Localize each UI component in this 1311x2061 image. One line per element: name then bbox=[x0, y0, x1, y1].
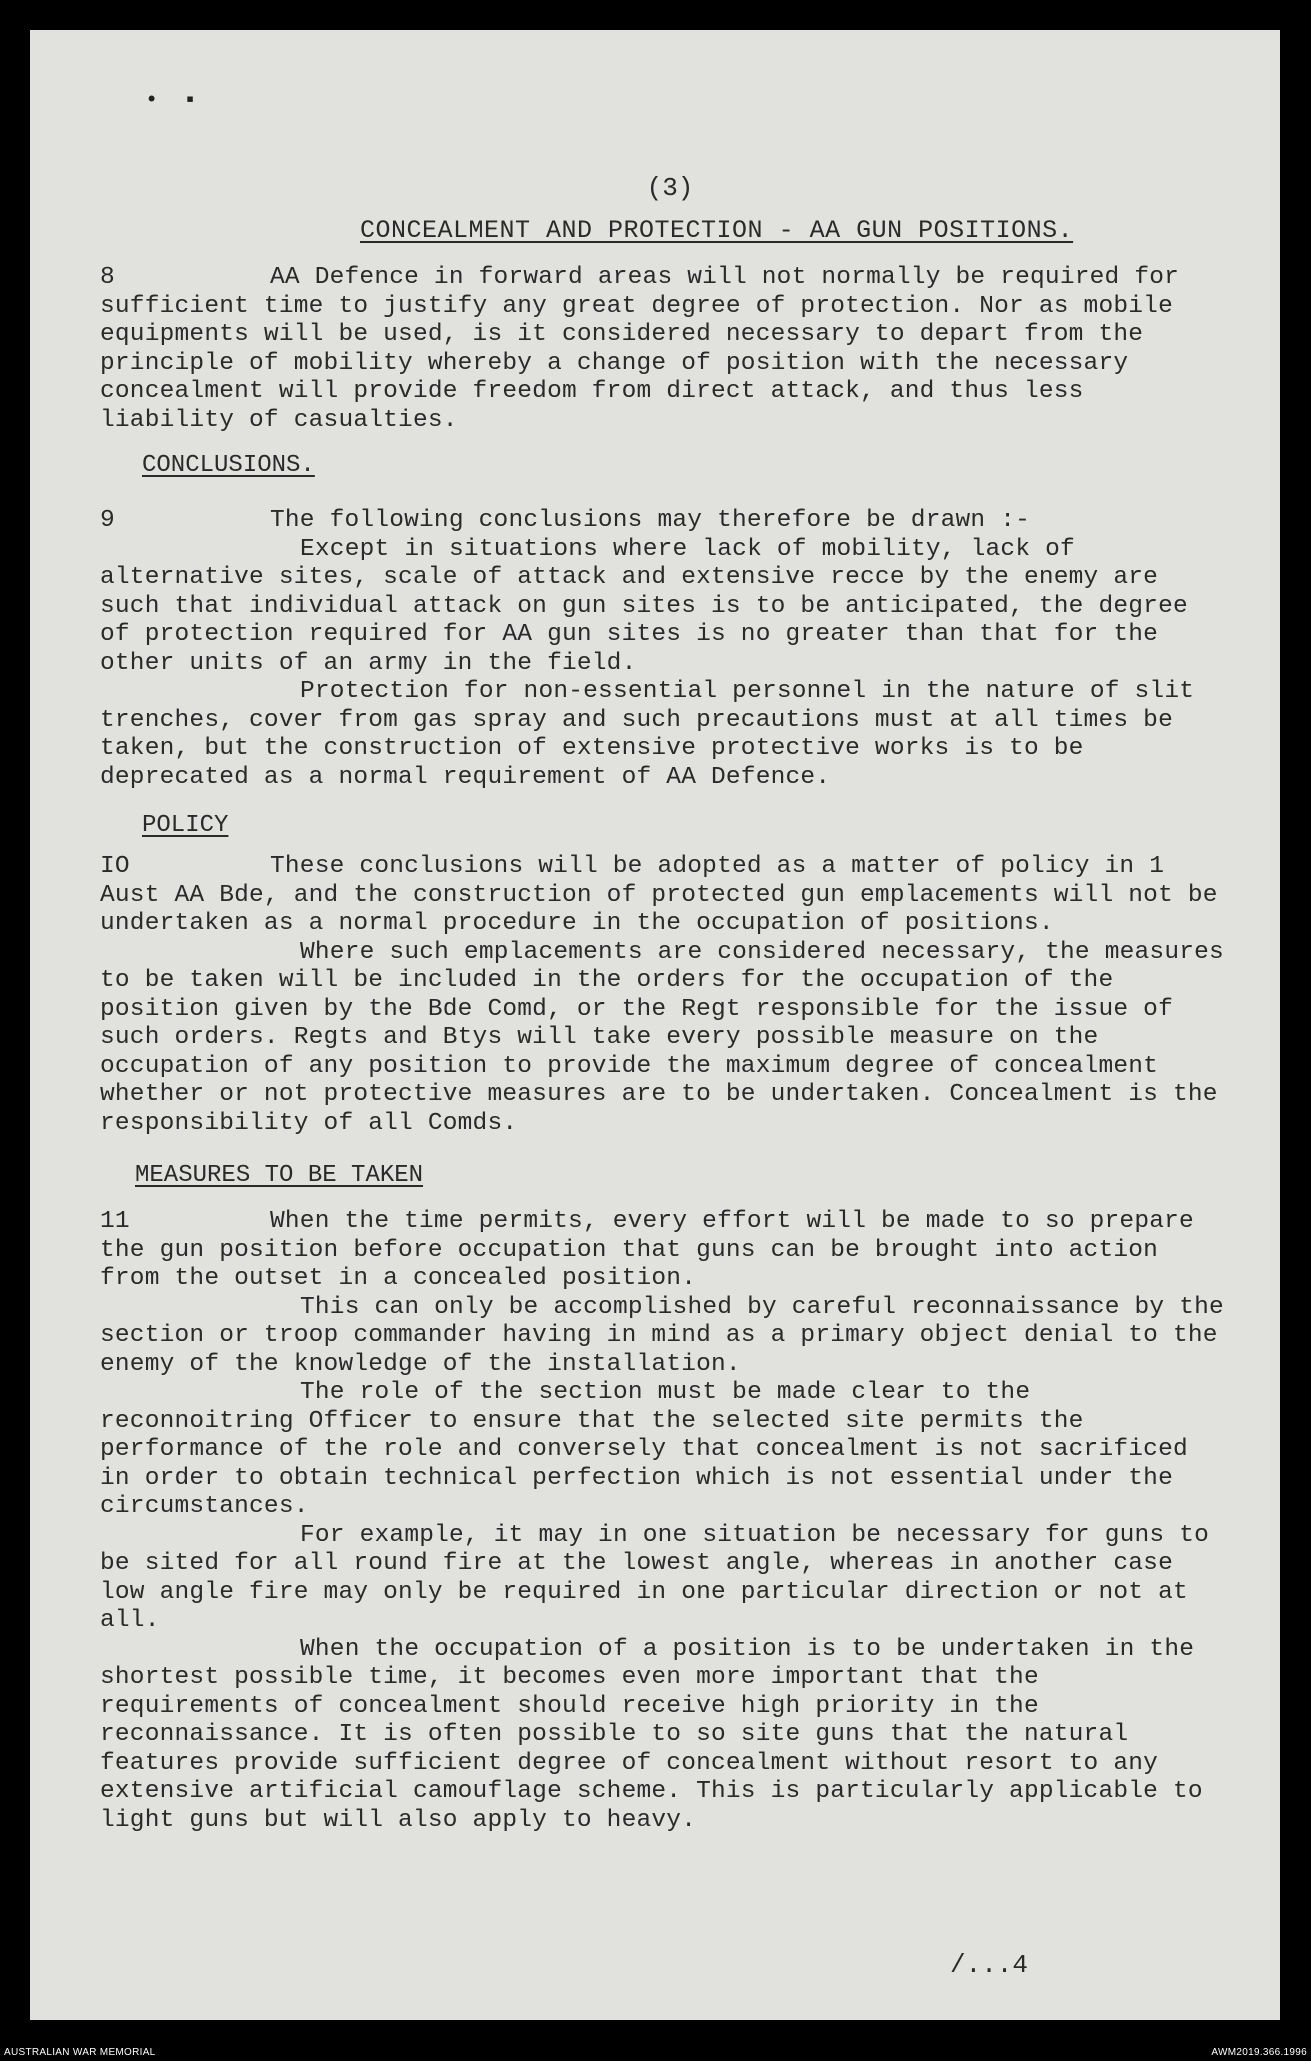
paragraph-11 bbox=[100, 1208, 1230, 1835]
page-number: (3) bbox=[646, 173, 694, 203]
paragraph-10 bbox=[100, 853, 1230, 1138]
paragraph-number: 9 bbox=[100, 507, 115, 534]
paragraph-text: For example, it may in one situation be necessary for guns to be sited for all round fire at the lowest angle, whereas in another case low angle fire may only be required in one particular direction or not at all. bbox=[100, 1521, 1210, 1634]
paragraph-8 bbox=[100, 264, 1230, 435]
document-page bbox=[30, 30, 1280, 2020]
policy-heading: POLICY bbox=[142, 812, 229, 839]
paragraph-text: Where such emplacements are considered necessary, the measures to be taken will be included in the orders for the occupation of the position given by the Bde Comd, or the Regt responsible for the issue of such orders. Regts and Btys will take every possible measure on the occupation of any position to provide the maximum degree of concealment whether or not protective measures are to be undertaken. Concealment is the responsibility of all Comds. bbox=[100, 938, 1224, 1137]
paragraph-text: When the time permits, every effort will be made to so prepare the gun position before occupation that guns can be brought into action from the outset in a concealed position. bbox=[100, 1208, 1194, 1292]
paragraph-text: When the occupation of a position is to be undertaken in the shortest possible time, it becomes even more important that the requirements of concealment should receive high priority in the reconnaissance. It is often possible to so site guns that the natural features provide sufficient degree of concealment without resort to any extensive artificial camouflage scheme. This is particularly applicable to light guns but will also apply to heavy. bbox=[100, 1635, 1203, 1834]
paragraph-text: These conclusions will be adopted as a matter of policy in 1 Aust AA Bde, and the construction of protected gun emplacements will not be undertaken as a normal procedure in the occupation of positions. bbox=[100, 853, 1218, 937]
document-title: CONCEALMENT AND PROTECTION - AA GUN POSITIONS. bbox=[360, 216, 1074, 245]
paragraph-number: 8 bbox=[100, 264, 115, 291]
paragraph-number: IO bbox=[100, 853, 130, 880]
measures-heading: MEASURES TO BE TAKEN bbox=[135, 1162, 424, 1189]
paragraph-text: Protection for non-essential personnel in the nature of slit trenches, cover from gas spray and such precautions must at all times be taken, but the construction of extensive protective works is to be deprecated as a normal requirement of AA Defence. bbox=[100, 678, 1195, 791]
paragraph-text: AA Defence in forward areas will not normally be required for sufficient time to justify any great degree of protection. Nor as mobile equipments will be used, is it considered necessary to depart from the principle of mobility whereby a change of position with the necessary concealment will provide freedom from direct attack, and thus less liability of casualties. bbox=[100, 264, 1180, 434]
paragraph-text: The following conclusions may therefore be drawn :- bbox=[270, 507, 1031, 534]
continuation-marker: /...4 bbox=[950, 1950, 1029, 1980]
paragraph-text: This can only be accomplished by careful reconnaissance by the section or troop commander having in mind as a primary object denial to the enemy of the knowledge of the installation. bbox=[100, 1293, 1224, 1378]
punch-marks: • ▪ bbox=[145, 88, 203, 113]
paragraph-text: The role of the section must be made clear to the reconnoitring Officer to ensure that the selected site permits the performance of the role and conversely that concealment is not sacrificed in order to obtain technical perfection which is not essential under the circumstances. bbox=[100, 1379, 1188, 1520]
archive-credit: AUSTRALIAN WAR MEMORIAL bbox=[4, 2047, 156, 2058]
paragraph-9 bbox=[100, 507, 1230, 792]
paragraph-number: 11 bbox=[100, 1208, 130, 1235]
paragraph-text: Except in situations where lack of mobility, lack of alternative sites, scale of attack and extensive recce by the enemy are such that individual attack on gun sites is to be anticipated, the degree of protection required for AA gun sites is no greater than that for the other units of an army in the field. bbox=[100, 535, 1188, 677]
archive-reference: AWM2019.366.1996 bbox=[1211, 2047, 1307, 2058]
conclusions-heading: CONCLUSIONS. bbox=[142, 452, 315, 479]
